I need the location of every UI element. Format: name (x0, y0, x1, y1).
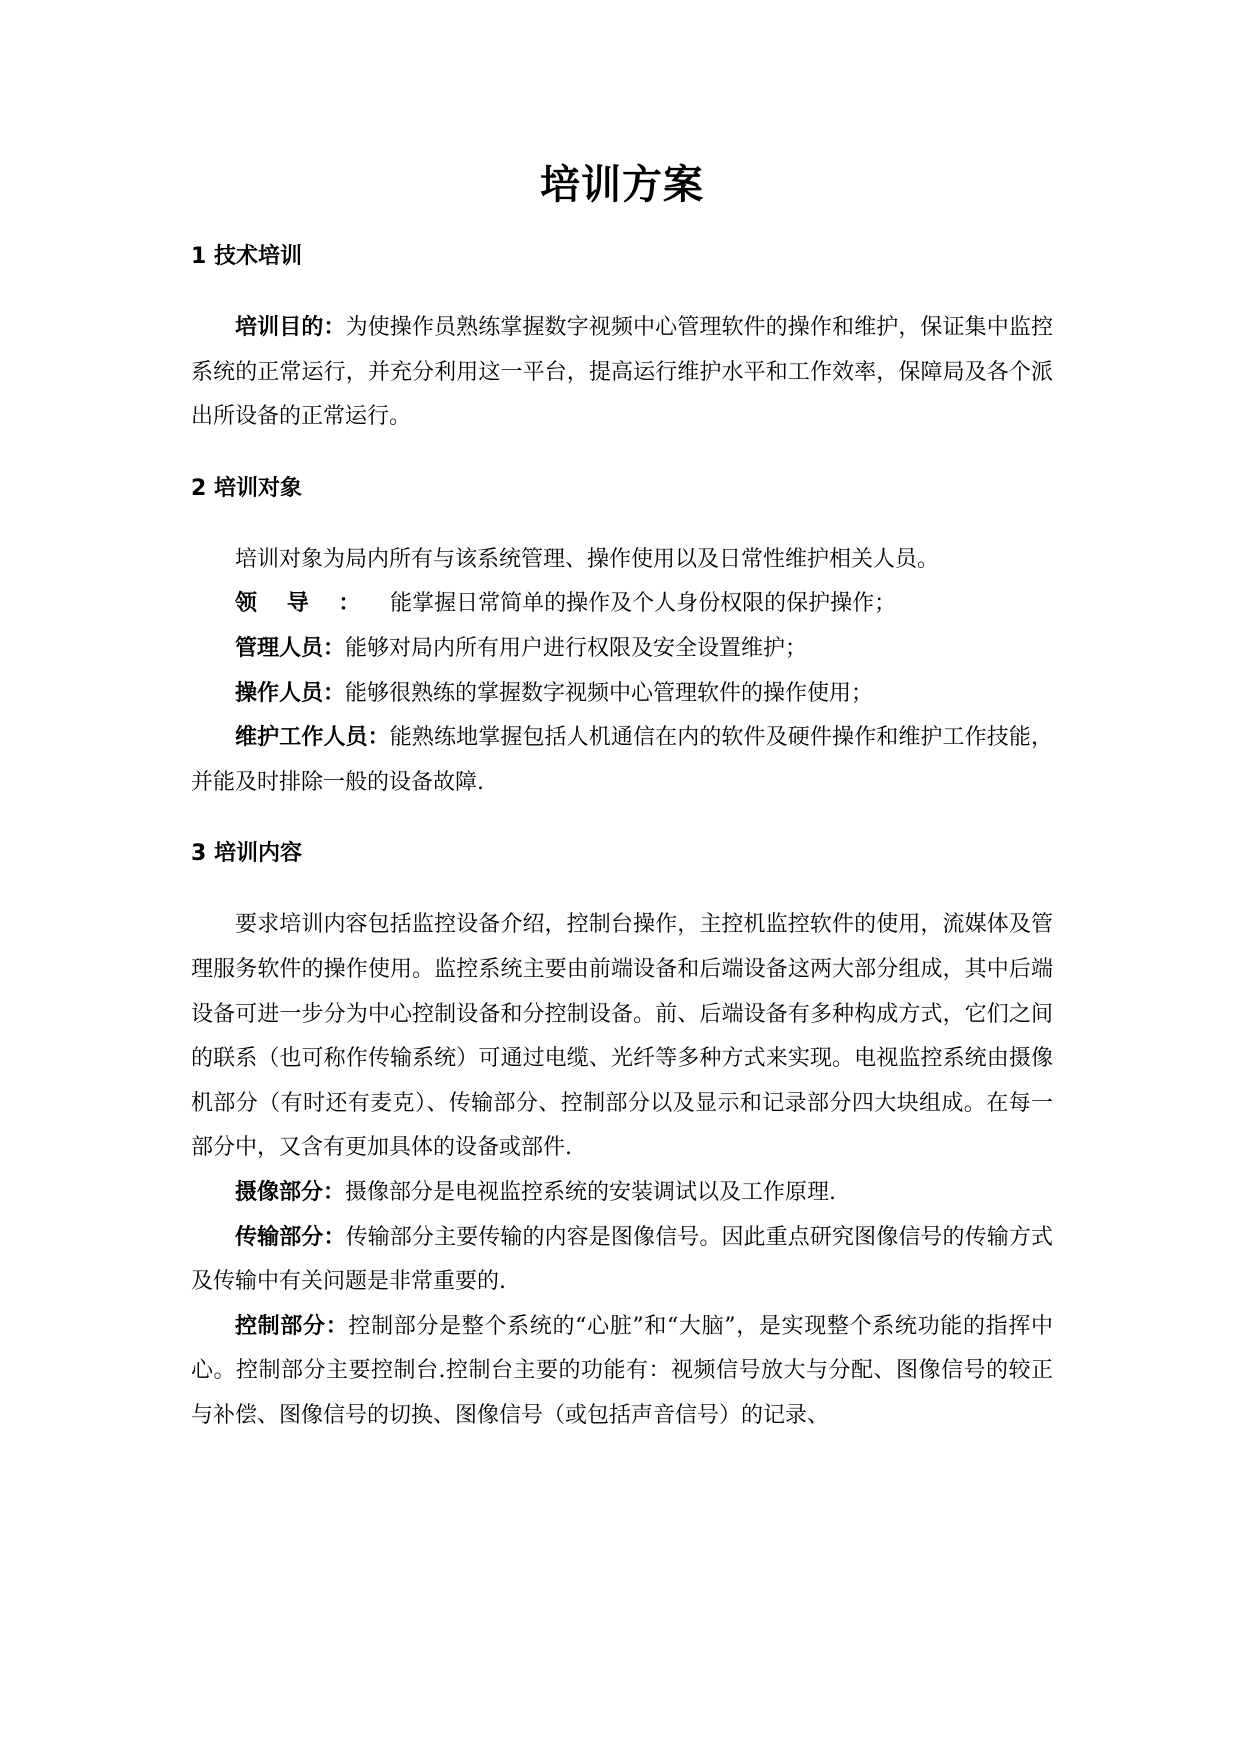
paragraph-label: 管理人员： (235, 635, 346, 661)
paragraph-camera-part (191, 1171, 1053, 1216)
paragraph-audience-managers (191, 627, 1053, 672)
paragraph-label: 操作人员： (235, 680, 346, 706)
paragraph-label: 传输部分： (235, 1224, 346, 1250)
section-heading: 3 培训内容 (191, 841, 302, 867)
section-heading: 1 技术培训 (191, 244, 302, 269)
paragraph-label: 摄像部分： (235, 1179, 346, 1205)
paragraph-text: 能掌握日常简单的操作及个人身份权限的保护操作； (390, 591, 897, 617)
paragraph-text: 传输部分主要传输的内容是图像信号。因此重点研究图像信号的传输方式及传输中有关问题是非常重要的. (191, 1224, 1053, 1295)
paragraph-label: 控制部分： (235, 1313, 349, 1339)
paragraph-label: 培训目的： (235, 315, 346, 340)
paragraph-content-intro: 要求培训内容包括监控设备介绍，控制台操作，主控机监控软件的使用，流媒体及管理服务软件的操作使用。监控系统主要由前端设备和后端设备这两大部分组成，其中后端设备可进一步分为中心控制设备和分控制设备。前、后端设备有多种构成方式，它们之间的联系（也可称作传输系统）可通过电缆、光纤等多种方式来实现。电视监控系统由摄像机部分（有时还有麦克）、传输部分、控制部分以及显示和记录部分四大块组成。在每一部分中，又含有更加具体的设备或部件. (191, 912, 1053, 1161)
paragraph-transmission-part (191, 1216, 1053, 1305)
document-body (191, 150, 1053, 1438)
section-training-content (191, 835, 1053, 1438)
paragraph-text: 能够很熟练的掌握数字视频中心管理软件的操作使用； (345, 680, 874, 706)
section-training-audience (191, 470, 1053, 806)
paragraph-training-purpose (191, 306, 1053, 440)
paragraph-label: 领导： (235, 591, 391, 617)
section-technical-training (191, 238, 1053, 440)
document-title: 培训方案 (540, 162, 704, 208)
paragraph-text: 能够对局内所有用户进行权限及安全设置维护； (345, 635, 808, 661)
paragraph-audience-leaders (191, 582, 1053, 627)
paragraph-text: 为使操作员熟练掌握数字视频中心管理软件的操作和维护，保证集中监控系统的正常运行，并充分利用这一平台，提高运行维护水平和工作效率，保障局及各个派出所设备的正常运行。 (191, 315, 1053, 430)
paragraph-label: 维护工作人员： (235, 725, 390, 751)
section-heading: 2 培训对象 (191, 475, 302, 501)
paragraph-text: 能熟练地掌握包括人机通信在内的软件及硬件操作和维护工作技能，并能及时排除一般的设备故障. (191, 725, 1053, 795)
paragraph-audience-operators (191, 672, 1053, 717)
paragraph-audience-intro: 培训对象为局内所有与该系统管理、操作使用以及日常性维护相关人员。 (235, 546, 940, 572)
paragraph-text: 摄像部分是电视监控系统的安装调试以及工作原理. (345, 1179, 837, 1205)
paragraph-text: 控制部分是整个系统的“心脏”和“大脑”，是实现整个系统功能的指挥中心。控制部分主要控制台.控制台主要的功能有：视频信号放大与分配、图像信号的较正与补偿、图像信号的切换、图像信号（或包括声音信号）的记录、 (191, 1313, 1053, 1428)
paragraph-audience-maintenance (191, 716, 1053, 805)
paragraph-control-part (191, 1305, 1053, 1439)
